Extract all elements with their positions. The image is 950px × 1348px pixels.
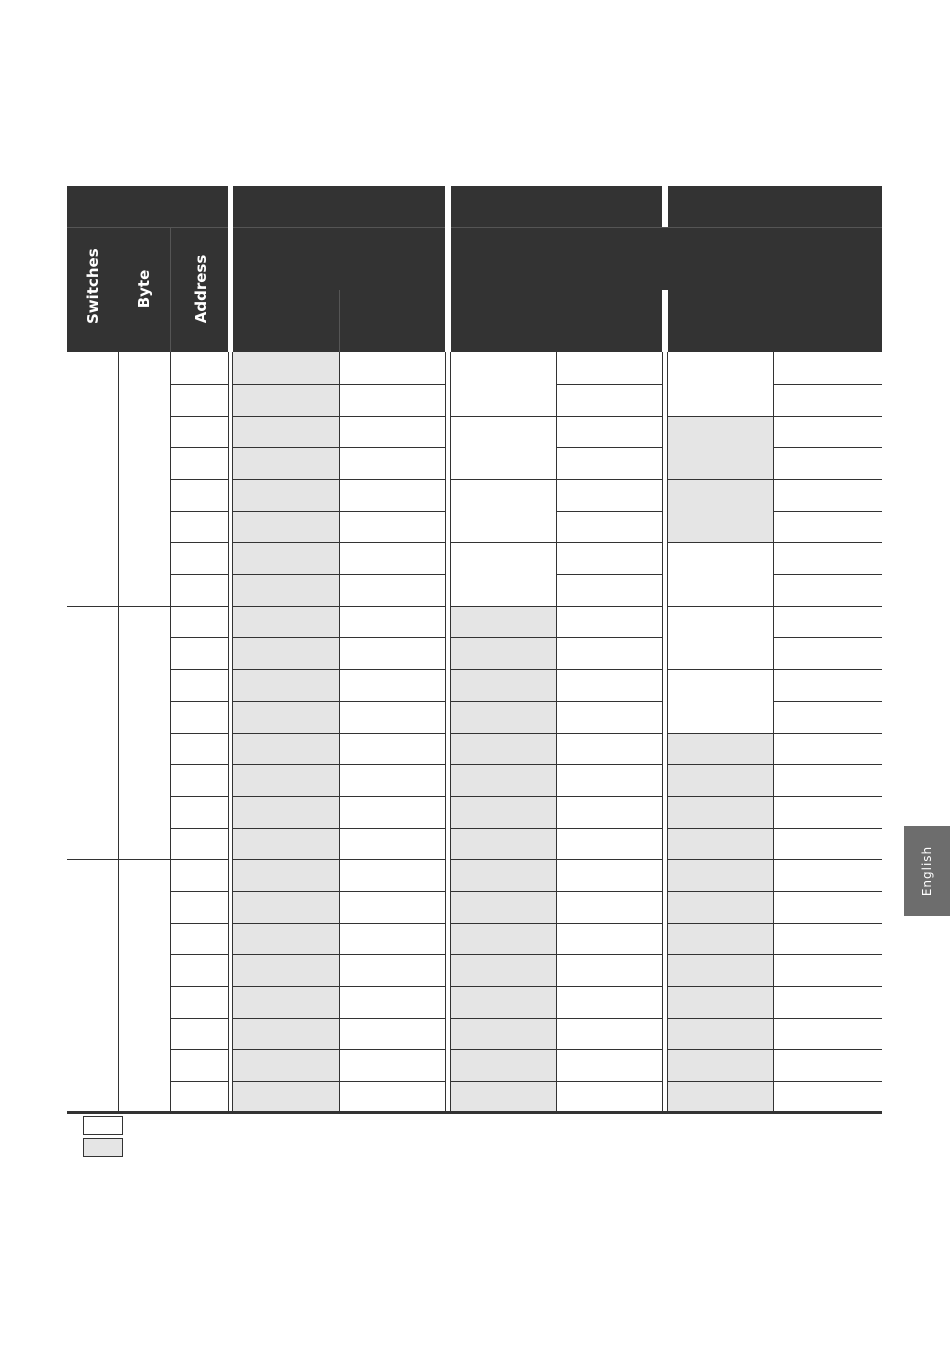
language-tab-label: English — [920, 845, 934, 897]
header-byte: Byte — [135, 269, 153, 309]
language-tab[interactable] — [904, 826, 950, 916]
header-switches: Switches — [84, 248, 102, 324]
header-merge-bridge — [662, 228, 668, 290]
header-address: Address — [192, 254, 210, 324]
header-block-col3 — [668, 186, 882, 352]
table-bottom-rule — [67, 1111, 882, 1114]
legend-white-swatch — [83, 1116, 123, 1135]
shade-col1-a — [233, 352, 339, 1112]
legend-grey-swatch — [83, 1138, 123, 1157]
header-block-col2 — [451, 186, 662, 352]
